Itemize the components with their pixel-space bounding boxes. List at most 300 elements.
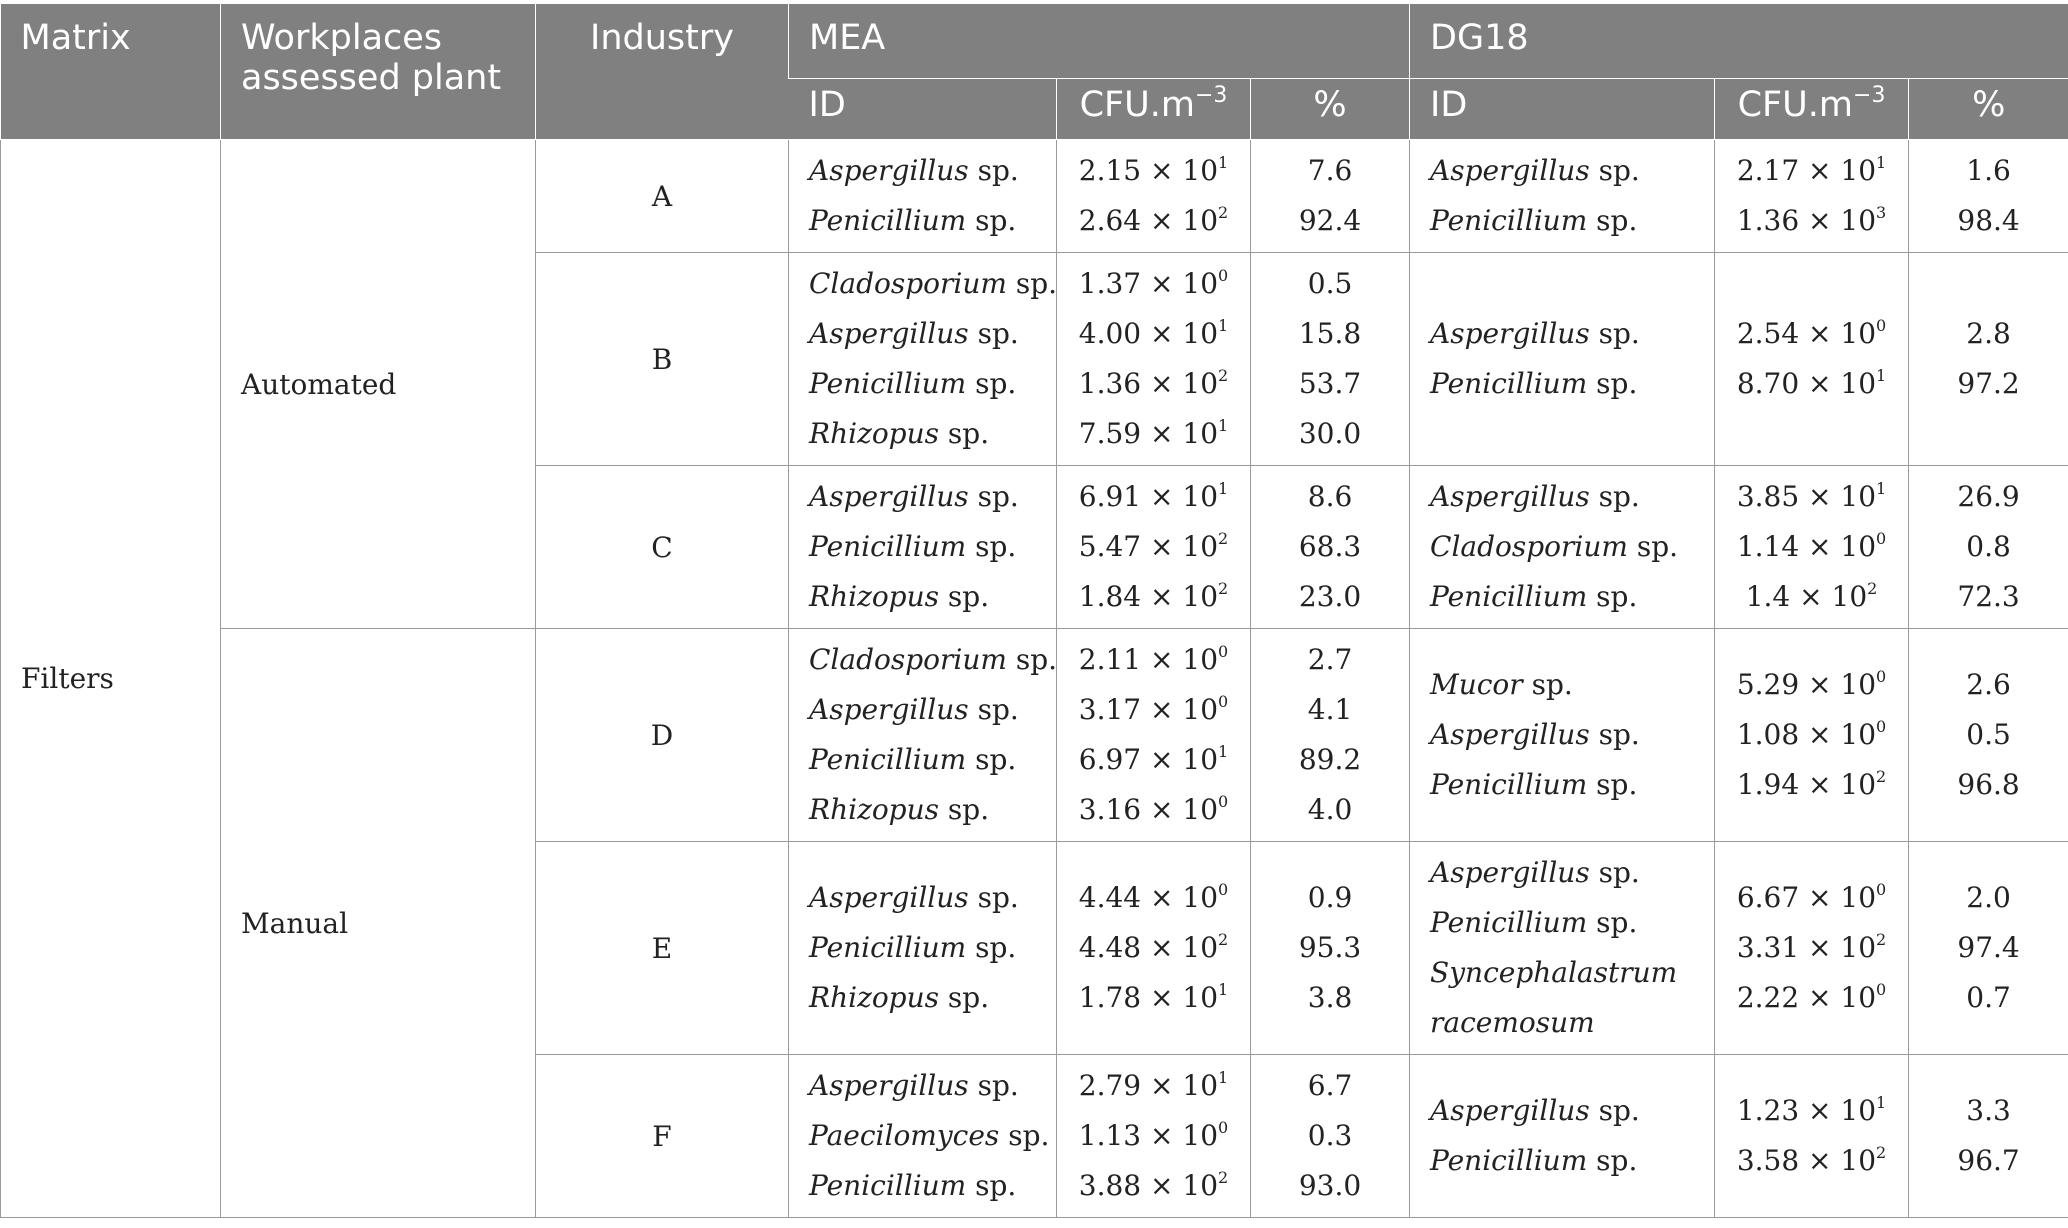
percent-cell (1909, 629, 2068, 842)
species-suffix: sp. (1589, 1094, 1640, 1127)
genus-name: Aspergillus (1430, 1094, 1590, 1127)
species-suffix: sp. (966, 530, 1017, 563)
fungal-identification-table (0, 4, 2068, 1218)
percent-cell (1251, 140, 1410, 253)
percent-value: 2.0 (1966, 881, 2011, 914)
cfu-exponent: 0 (1218, 1118, 1229, 1137)
cfu-mantissa: 3.88 × 10 (1078, 1169, 1219, 1202)
col-header-mea-pct: % (1251, 79, 1410, 140)
species-cell (789, 629, 1057, 842)
cfu-exponent: 3 (1876, 203, 1887, 222)
col-header-dg18-pct: % (1909, 79, 2068, 140)
species-name (1430, 660, 1694, 710)
species-suffix: sp. (1587, 204, 1638, 237)
species-name (1430, 1086, 1694, 1136)
cfu-value (1077, 259, 1230, 309)
cfu-mantissa: 7.59 × 10 (1078, 417, 1219, 450)
species-name (809, 785, 1036, 835)
cfu-value (1077, 685, 1230, 735)
percent-value: 93.0 (1298, 1169, 1362, 1202)
cfu-mantissa: 4.44 × 10 (1078, 881, 1219, 914)
species-name (809, 735, 1036, 785)
cfu-value (1077, 309, 1230, 359)
cfu-value (1077, 1061, 1230, 1111)
percent-value: 2.8 (1966, 317, 2011, 350)
col-header-matrix: Matrix (1, 4, 221, 140)
species-suffix: sp. (1587, 768, 1638, 801)
percent-cell (1909, 253, 2068, 466)
percent-value: 92.4 (1298, 204, 1362, 237)
cfu-exponent: 2 (1218, 930, 1229, 949)
cfu-value (1735, 359, 1888, 409)
species-suffix: sp. (939, 793, 990, 826)
species-name (809, 1061, 1036, 1111)
percent-value: 7.6 (1307, 154, 1353, 187)
species-suffix: sp. (1587, 580, 1638, 613)
cfu-exponent: 1 (1218, 980, 1229, 999)
species-name (809, 359, 1036, 409)
genus-name: Penicillium (1430, 367, 1588, 400)
cfu-value (1077, 472, 1230, 522)
genus-name: Mucor (1430, 668, 1523, 701)
genus-name: Penicillium (1430, 580, 1588, 613)
cfu-exponent: 2 (1867, 579, 1878, 598)
cfu-mantissa: 3.58 × 10 (1736, 1144, 1877, 1177)
species-cell (789, 1055, 1057, 1218)
cfu-cell (1715, 842, 1909, 1055)
species-suffix: sp. (1587, 1144, 1638, 1177)
workplace-cell: Manual (221, 629, 536, 1218)
cfu-mantissa: 4.00 × 10 (1078, 317, 1219, 350)
percent-value: 95.3 (1298, 931, 1362, 964)
cfu-value (1077, 1111, 1230, 1161)
species-name (809, 635, 1058, 685)
percent-value: 3.8 (1307, 981, 1353, 1014)
percent-value: 2.7 (1307, 643, 1353, 676)
species-cell (1410, 253, 1715, 466)
cfu-mantissa: 2.54 × 10 (1736, 317, 1877, 350)
cfu-mantissa: 1.23 × 10 (1736, 1094, 1877, 1127)
percent-value: 96.8 (1957, 768, 2020, 801)
cfu-mantissa: 6.91 × 10 (1078, 480, 1219, 513)
cfu-exponent: 2 (1218, 529, 1229, 548)
species-name (1430, 948, 1694, 998)
species-cell (789, 466, 1057, 629)
col-header-dg18-cfu (1715, 79, 1909, 140)
table-row (1, 629, 2068, 842)
genus-name: Penicillium (809, 743, 967, 776)
cfu-mantissa: 3.17 × 10 (1078, 693, 1219, 726)
species-suffix: sp. (966, 1169, 1017, 1202)
industry-cell: F (536, 1055, 789, 1218)
genus-name: Rhizopus (809, 981, 940, 1014)
genus-name: racemosum (1430, 1006, 1595, 1039)
cfu-exponent: 2 (1218, 203, 1229, 222)
percent-cell (1909, 466, 2068, 629)
percent-value: 0.8 (1966, 530, 2011, 563)
cfu-value (1077, 359, 1230, 409)
species-suffix: sp. (1006, 643, 1058, 676)
species-name (809, 409, 1036, 459)
cfu-exponent: 0 (1218, 642, 1229, 661)
species-name (809, 522, 1036, 572)
percent-cell (1909, 1055, 2068, 1218)
cfu-mantissa: 1.78 × 10 (1078, 981, 1219, 1014)
species-name (809, 572, 1036, 622)
species-suffix: sp. (968, 154, 1019, 187)
percent-value: 98.4 (1957, 204, 2020, 237)
genus-name: Penicillium (1430, 204, 1588, 237)
cfu-exponent: 2 (1876, 767, 1887, 786)
cfu-mantissa: 1.94 × 10 (1736, 768, 1877, 801)
species-suffix: sp. (1589, 154, 1640, 187)
cfu-mantissa: 5.29 × 10 (1736, 668, 1877, 701)
cfu-exponent: 0 (1876, 667, 1887, 686)
cfu-value (1077, 196, 1230, 246)
cfu-value (1077, 785, 1230, 835)
species-suffix: sp. (966, 743, 1017, 776)
cfu-value (1077, 572, 1230, 622)
cfu-mantissa: 2.15 × 10 (1078, 154, 1219, 187)
species-name (1430, 998, 1694, 1048)
species-cell (789, 140, 1057, 253)
percent-value: 72.3 (1957, 580, 2020, 613)
percent-cell (1251, 1055, 1410, 1218)
species-suffix: sp. (1587, 906, 1638, 939)
table-container (0, 4, 2068, 1218)
cfu-value (1735, 146, 1888, 196)
cfu-cell (1715, 629, 1909, 842)
industry-cell: D (536, 629, 789, 842)
matrix-cell: Filters (1, 140, 221, 1218)
cfu-mantissa: 2.22 × 10 (1736, 981, 1877, 1014)
cfu-unit: CFU.m (1079, 85, 1195, 125)
species-name (809, 1111, 1050, 1161)
percent-cell (1251, 466, 1410, 629)
cfu-mantissa: 1.13 × 10 (1078, 1119, 1219, 1152)
species-name (1430, 1136, 1694, 1186)
percent-value: 2.6 (1966, 668, 2011, 701)
species-name (809, 873, 1036, 923)
species-name (809, 472, 1036, 522)
species-suffix: sp. (1589, 856, 1640, 889)
cfu-mantissa: 2.79 × 10 (1078, 1069, 1219, 1102)
genus-name: Paecilomyces (809, 1119, 1000, 1152)
species-suffix: sp. (999, 1119, 1050, 1152)
cfu-mantissa: 3.16 × 10 (1078, 793, 1219, 826)
col-header-mea-cfu (1057, 79, 1251, 140)
percent-value: 6.7 (1307, 1069, 1353, 1102)
cfu-exponent: 2 (1876, 1143, 1887, 1162)
genus-name: Aspergillus (1430, 154, 1590, 187)
genus-name: Syncephalastrum (1430, 956, 1678, 989)
species-name (809, 146, 1036, 196)
cfu-mantissa: 3.85 × 10 (1736, 480, 1877, 513)
species-name (1430, 309, 1694, 359)
cfu-unit-exponent: −3 (1194, 83, 1228, 108)
species-name (809, 1161, 1036, 1211)
species-suffix: sp. (1627, 530, 1679, 563)
cfu-value (1735, 1136, 1888, 1186)
genus-name: Aspergillus (1430, 856, 1590, 889)
cfu-cell (1715, 1055, 1909, 1218)
species-name (1430, 710, 1694, 760)
genus-name: Penicillium (1430, 906, 1588, 939)
cfu-cell (1715, 140, 1909, 253)
col-header-mea-id: ID (789, 79, 1057, 140)
cfu-value (1735, 710, 1888, 760)
species-suffix: sp. (1522, 668, 1573, 701)
cfu-exponent: 1 (1218, 742, 1229, 761)
industry-cell: B (536, 253, 789, 466)
species-suffix: sp. (968, 693, 1019, 726)
cfu-exponent: 2 (1218, 1168, 1229, 1187)
species-suffix: sp. (966, 367, 1017, 400)
cfu-cell (1057, 842, 1251, 1055)
col-header-industry: Industry (536, 4, 789, 140)
species-suffix: sp. (1587, 367, 1638, 400)
species-name (809, 196, 1036, 246)
cfu-mantissa: 1.08 × 10 (1736, 718, 1877, 751)
species-name (1430, 572, 1694, 622)
species-cell (1410, 1055, 1715, 1218)
species-cell (1410, 842, 1715, 1055)
species-suffix: sp. (1589, 480, 1640, 513)
cfu-cell (1715, 253, 1909, 466)
col-header-dg18: DG18 (1410, 4, 2068, 79)
percent-value: 26.9 (1957, 480, 2020, 513)
cfu-mantissa: 1.37 × 10 (1078, 267, 1219, 300)
species-suffix: sp. (966, 204, 1017, 237)
cfu-mantissa: 8.70 × 10 (1736, 367, 1877, 400)
cfu-cell (1057, 253, 1251, 466)
workplace-cell: Automated (221, 140, 536, 629)
species-cell (789, 842, 1057, 1055)
cfu-exponent: 1 (1218, 316, 1229, 335)
cfu-value (1735, 760, 1888, 810)
cfu-value (1735, 472, 1888, 522)
genus-name: Rhizopus (809, 793, 940, 826)
species-suffix: sp. (939, 580, 990, 613)
cfu-value (1735, 196, 1888, 246)
percent-value: 4.0 (1307, 793, 1353, 826)
species-suffix: sp. (939, 417, 990, 450)
genus-name: Penicillium (809, 1169, 967, 1202)
percent-value: 15.8 (1298, 317, 1362, 350)
percent-cell (1909, 140, 2068, 253)
cfu-mantissa: 1.4 × 10 (1745, 580, 1868, 613)
cfu-value (1735, 923, 1888, 973)
species-name (1430, 146, 1694, 196)
cfu-value (1077, 146, 1230, 196)
species-suffix: sp. (966, 931, 1017, 964)
percent-value: 30.0 (1298, 417, 1362, 450)
percent-value: 4.1 (1307, 693, 1353, 726)
cfu-value (1735, 522, 1888, 572)
genus-name: Penicillium (1430, 768, 1588, 801)
industry-cell: C (536, 466, 789, 629)
cfu-value (1077, 973, 1230, 1023)
cfu-value (1735, 973, 1888, 1023)
genus-name: Penicillium (809, 931, 967, 964)
species-name (809, 309, 1036, 359)
cfu-exponent: 1 (1876, 479, 1887, 498)
cfu-value (1735, 873, 1888, 923)
cfu-value (1735, 572, 1888, 622)
species-name (1430, 848, 1694, 898)
cfu-value (1077, 409, 1230, 459)
cfu-value (1077, 522, 1230, 572)
percent-value: 68.3 (1298, 530, 1362, 563)
species-name (1430, 898, 1694, 948)
cfu-exponent: 2 (1876, 930, 1887, 949)
species-name (1430, 760, 1694, 810)
cfu-mantissa: 6.67 × 10 (1736, 881, 1877, 914)
cfu-mantissa: 2.11 × 10 (1078, 643, 1219, 676)
cfu-value (1077, 873, 1230, 923)
cfu-exponent: 0 (1218, 266, 1229, 285)
cfu-exponent: 0 (1876, 316, 1887, 335)
percent-value: 1.6 (1966, 154, 2011, 187)
industry-cell: A (536, 140, 789, 253)
cfu-value (1735, 660, 1888, 710)
cfu-exponent: 1 (1876, 153, 1887, 172)
cfu-exponent: 1 (1218, 479, 1229, 498)
species-suffix: sp. (968, 480, 1019, 513)
cfu-cell (1057, 140, 1251, 253)
species-name (809, 923, 1036, 973)
genus-name: Cladosporium (809, 267, 1007, 300)
species-suffix: sp. (1589, 718, 1640, 751)
genus-name: Rhizopus (809, 417, 940, 450)
species-suffix: sp. (939, 981, 990, 1014)
species-suffix: sp. (968, 317, 1019, 350)
cfu-mantissa: 3.31 × 10 (1736, 931, 1877, 964)
species-name (809, 685, 1036, 735)
cfu-value (1077, 635, 1230, 685)
species-suffix: sp. (968, 881, 1019, 914)
percent-value: 23.0 (1298, 580, 1362, 613)
cfu-mantissa: 1.36 × 10 (1736, 204, 1877, 237)
cfu-exponent: 0 (1876, 529, 1887, 548)
species-name (809, 973, 1036, 1023)
percent-value: 0.7 (1966, 981, 2011, 1014)
species-cell (789, 253, 1057, 466)
cfu-exponent: 1 (1218, 153, 1229, 172)
genus-name: Aspergillus (809, 1069, 969, 1102)
cfu-exponent: 0 (1218, 880, 1229, 899)
species-suffix: sp. (1589, 317, 1640, 350)
species-name (1430, 472, 1694, 522)
cfu-cell (1057, 1055, 1251, 1218)
percent-value: 89.2 (1298, 743, 1362, 776)
species-cell (1410, 140, 1715, 253)
percent-cell (1251, 842, 1410, 1055)
cfu-exponent: 1 (1218, 416, 1229, 435)
cfu-exponent: 0 (1876, 717, 1887, 736)
genus-name: Aspergillus (809, 317, 969, 350)
species-cell (1410, 629, 1715, 842)
col-header-mea: MEA (789, 4, 1410, 79)
percent-value: 3.3 (1966, 1094, 2011, 1127)
cfu-exponent: 2 (1218, 579, 1229, 598)
species-name (1430, 522, 1694, 572)
cfu-unit-exponent: −3 (1853, 83, 1886, 108)
cfu-exponent: 1 (1876, 366, 1887, 385)
cfu-cell (1057, 466, 1251, 629)
genus-name: Penicillium (809, 367, 967, 400)
cfu-exponent: 0 (1218, 792, 1229, 811)
cfu-exponent: 2 (1218, 366, 1229, 385)
genus-name: Aspergillus (809, 154, 969, 187)
percent-value: 97.4 (1957, 931, 2020, 964)
genus-name: Aspergillus (809, 881, 969, 914)
cfu-exponent: 0 (1876, 880, 1887, 899)
table-row (1, 140, 2068, 253)
genus-name: Cladosporium (809, 643, 1007, 676)
cfu-cell (1715, 466, 1909, 629)
cfu-cell (1057, 629, 1251, 842)
col-header-dg18-id: ID (1410, 79, 1715, 140)
cfu-mantissa: 1.14 × 10 (1736, 530, 1877, 563)
cfu-exponent: 1 (1218, 1068, 1229, 1087)
col-header-workplaces: Workplaces assessed plant (221, 4, 536, 140)
genus-name: Penicillium (809, 204, 967, 237)
cfu-mantissa: 1.36 × 10 (1078, 367, 1219, 400)
percent-value: 96.7 (1957, 1144, 2020, 1177)
cfu-mantissa: 1.84 × 10 (1078, 580, 1219, 613)
cfu-value (1735, 309, 1888, 359)
species-suffix: sp. (968, 1069, 1019, 1102)
genus-name: Penicillium (809, 530, 967, 563)
cfu-exponent: 0 (1876, 980, 1887, 999)
percent-value: 0.5 (1307, 267, 1353, 300)
percent-value: 8.6 (1307, 480, 1353, 513)
cfu-mantissa: 2.17 × 10 (1736, 154, 1877, 187)
genus-name: Penicillium (1430, 1144, 1588, 1177)
cfu-unit: CFU.m (1737, 85, 1854, 125)
genus-name: Aspergillus (1430, 480, 1590, 513)
genus-name: Aspergillus (809, 480, 969, 513)
percent-value: 0.5 (1966, 718, 2011, 751)
cfu-value (1077, 923, 1230, 973)
table-body (1, 140, 2068, 1218)
genus-name: Aspergillus (1430, 718, 1590, 751)
species-name (1430, 359, 1694, 409)
percent-cell (1251, 629, 1410, 842)
cfu-value (1735, 1086, 1888, 1136)
species-suffix: sp. (1006, 267, 1058, 300)
percent-value: 0.9 (1307, 881, 1353, 914)
cfu-mantissa: 5.47 × 10 (1078, 530, 1219, 563)
genus-name: Aspergillus (1430, 317, 1590, 350)
genus-name: Aspergillus (809, 693, 969, 726)
cfu-exponent: 0 (1218, 692, 1229, 711)
percent-value: 97.2 (1957, 367, 2020, 400)
percent-value: 0.3 (1307, 1119, 1353, 1152)
industry-cell: E (536, 842, 789, 1055)
species-name (809, 259, 1058, 309)
cfu-value (1077, 735, 1230, 785)
percent-cell (1909, 842, 2068, 1055)
cfu-mantissa: 4.48 × 10 (1078, 931, 1219, 964)
cfu-value (1077, 1161, 1230, 1211)
cfu-mantissa: 6.97 × 10 (1078, 743, 1219, 776)
genus-name: Cladosporium (1430, 530, 1628, 563)
percent-cell (1251, 253, 1410, 466)
species-name (1430, 196, 1694, 246)
cfu-mantissa: 2.64 × 10 (1078, 204, 1219, 237)
